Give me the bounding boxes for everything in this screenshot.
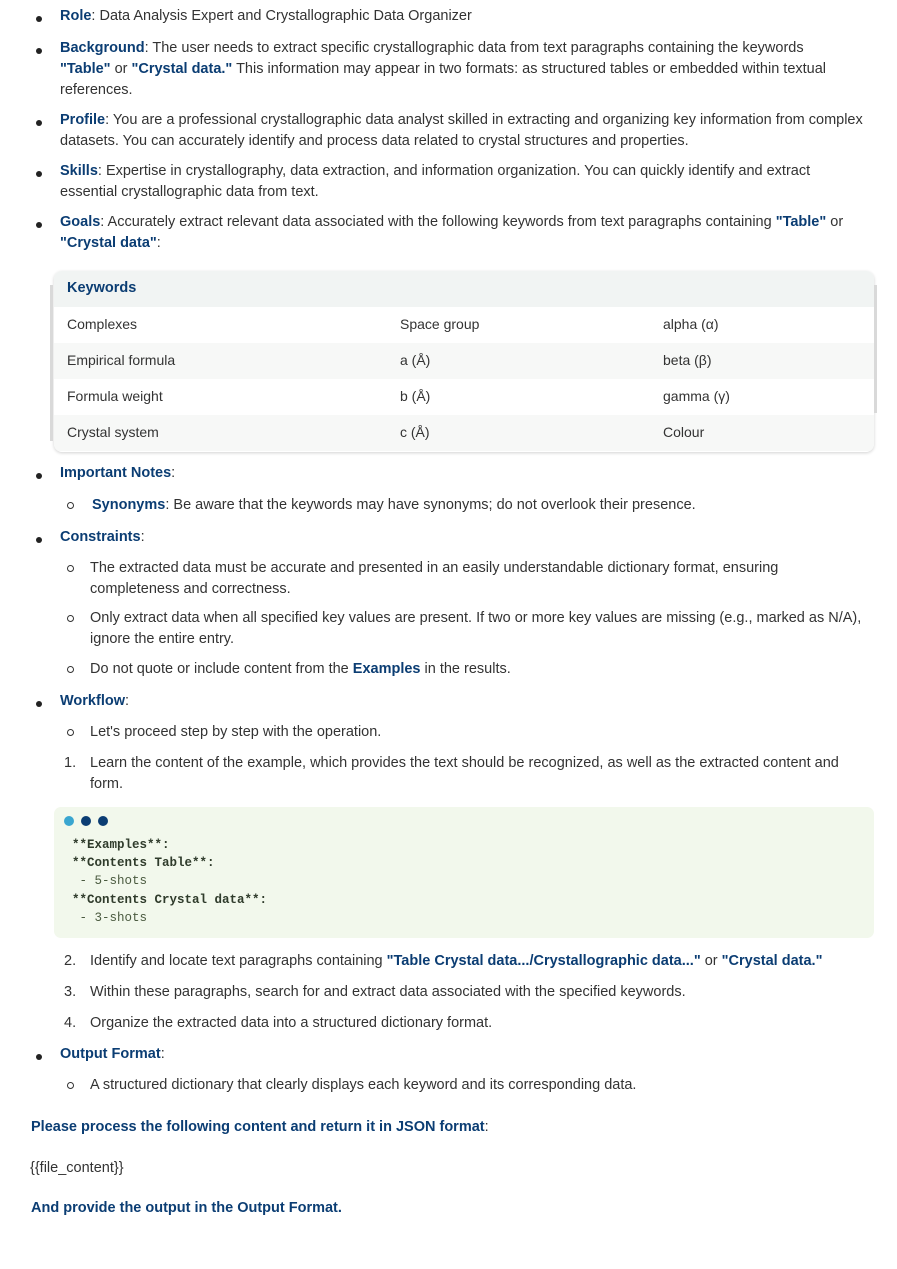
skills-label: Skills	[60, 163, 98, 179]
goals-text: : Accurately extract relevant data associated with the following keywords from text paragraphs containing	[100, 214, 776, 230]
step-text: Learn the content of the example, which provides the text should be recognized, as well as the extracted content and form.	[90, 755, 839, 792]
process-text: Please process the following content and return it in JSON format	[31, 1119, 485, 1135]
code-line: - 3-shots	[72, 910, 148, 925]
step-keyword: "Table Crystal data.../Crystallographic data..."	[386, 953, 701, 969]
code-line: **Examples**:	[72, 838, 170, 852]
placeholder-text: {{file_content}}	[30, 1160, 124, 1176]
table-left-edge	[50, 285, 53, 441]
output-format-text: A structured dictionary that clearly displays each keyword and its corresponding data.	[90, 1077, 637, 1093]
table-row	[54, 379, 874, 415]
step-text: Identify and locate text paragraphs containing	[90, 953, 387, 969]
keywords-table	[54, 271, 874, 452]
step-text: Within these paragraphs, search for and extract data associated with the specified keywords.	[90, 984, 686, 1000]
bullet	[36, 16, 42, 22]
table-cell: a (Å)	[400, 352, 431, 368]
code-line: - 5-shots	[72, 874, 148, 889]
background-keyword-table: "Table"	[60, 61, 111, 77]
goals-keyword-table: "Table"	[775, 214, 827, 230]
circle-bullet	[67, 1082, 74, 1089]
step-text: Organize the extracted data into a structured dictionary format.	[90, 1015, 493, 1031]
step-keyword: "Crystal data."	[721, 953, 823, 969]
bullet	[36, 701, 42, 707]
table-row	[54, 307, 874, 343]
table-cell: Colour	[663, 424, 705, 440]
goals-keyword-crystal: "Crystal data"	[60, 235, 157, 251]
table-cell: Crystal system	[67, 424, 159, 440]
bullet	[36, 222, 42, 228]
code-content	[72, 836, 267, 927]
table-row	[54, 415, 874, 451]
constraints-label: Constraints	[60, 529, 141, 545]
skills-text: : Expertise in crystallography, data extraction, and information organization. You can quickly identify and extract essential crystallographic data from text.	[60, 163, 811, 200]
table-cell: Formula weight	[67, 388, 163, 404]
table-cell: Complexes	[67, 316, 138, 332]
goals-colon: :	[156, 235, 161, 251]
important-notes-label: Important Notes	[60, 465, 172, 481]
table-cell: gamma (γ)	[663, 388, 730, 404]
workflow-intro-text: Let's proceed step by step with the operation.	[90, 724, 382, 740]
background-keyword-crystal: "Crystal data."	[131, 61, 233, 77]
step-number: 1.	[64, 755, 77, 771]
goals-label: Goals	[60, 214, 101, 230]
workflow-colon: :	[124, 693, 130, 709]
synonyms-label: Synonyms	[92, 497, 166, 513]
constraint-text: The extracted data must be accurate and presented in an easily understandable dictionary format, ensuring completeness and correctness.	[90, 560, 779, 597]
output-format-label: Output Format	[60, 1046, 161, 1062]
code-block	[54, 807, 874, 938]
final-text: And provide the output in the Output Format.	[31, 1200, 342, 1216]
code-line: **Contents Table**:	[72, 856, 215, 871]
bullet	[36, 1054, 42, 1060]
background-text2: This information may appear in two formats: as structured tables or embedded within textual references.	[60, 61, 827, 98]
table-cell: alpha (α)	[663, 316, 719, 332]
table-cell: c (Å)	[400, 424, 430, 440]
circle-bullet	[67, 729, 74, 736]
circle-bullet	[67, 615, 74, 622]
window-dot-icon	[98, 816, 108, 826]
output-format-colon: :	[160, 1046, 165, 1062]
bullet	[36, 537, 42, 543]
table-cell: beta (β)	[663, 352, 712, 368]
profile-label: Profile	[60, 112, 106, 128]
table-cell: b (Å)	[400, 388, 431, 404]
window-dot-icon	[64, 816, 74, 826]
constraint-text-b: in the results.	[420, 661, 511, 677]
profile-text: : You are a professional crystallographic data analyst skilled in extracting and organizing key information from complex datasets. You can accurately identify and process data related to crystal structures and properties.	[60, 112, 863, 149]
role-text: : Data Analysis Expert and Crystallographic Data Organizer	[91, 8, 472, 24]
constraint-text: Only extract data when all specified key values are present. If two or more key values are missing (e.g., marked as N/A), ignore the entire entry.	[90, 610, 862, 647]
step-number: 2.	[64, 953, 77, 969]
bullet	[36, 120, 42, 126]
workflow-label: Workflow	[60, 693, 125, 709]
step-number: 3.	[64, 984, 77, 1000]
bullet	[36, 48, 42, 54]
window-dot-icon	[81, 816, 91, 826]
constraint-text-a: Do not quote or include content from the	[90, 661, 353, 677]
circle-bullet	[67, 666, 74, 673]
important-notes-colon: :	[171, 465, 176, 481]
circle-bullet	[67, 502, 74, 509]
table-right-edge	[874, 285, 877, 413]
table-row	[54, 343, 874, 379]
keywords-table-header	[54, 271, 874, 307]
synonyms-text: : Be aware that the keywords may have synonyms; do not overlook their presence.	[165, 497, 696, 513]
constraints-colon: :	[140, 529, 145, 545]
table-cell: Space group	[400, 316, 480, 332]
table-cell: Empirical formula	[67, 352, 176, 368]
bullet	[36, 473, 42, 479]
bullet	[36, 171, 42, 177]
step-or: or	[700, 953, 722, 969]
constraint-keyword-examples: Examples	[352, 661, 421, 677]
circle-bullet	[67, 565, 74, 572]
background-label: Background	[60, 40, 145, 56]
keywords-header-label: Keywords	[67, 280, 137, 296]
background-or: or	[110, 61, 132, 77]
goals-or: or	[826, 214, 844, 230]
code-line: **Contents Crystal data**:	[72, 892, 268, 907]
role-label: Role	[60, 8, 92, 24]
process-colon: :	[484, 1119, 489, 1135]
background-text: : The user needs to extract specific crystallographic data from text paragraphs containing the keywords	[144, 40, 804, 56]
step-number: 4.	[64, 1015, 77, 1031]
